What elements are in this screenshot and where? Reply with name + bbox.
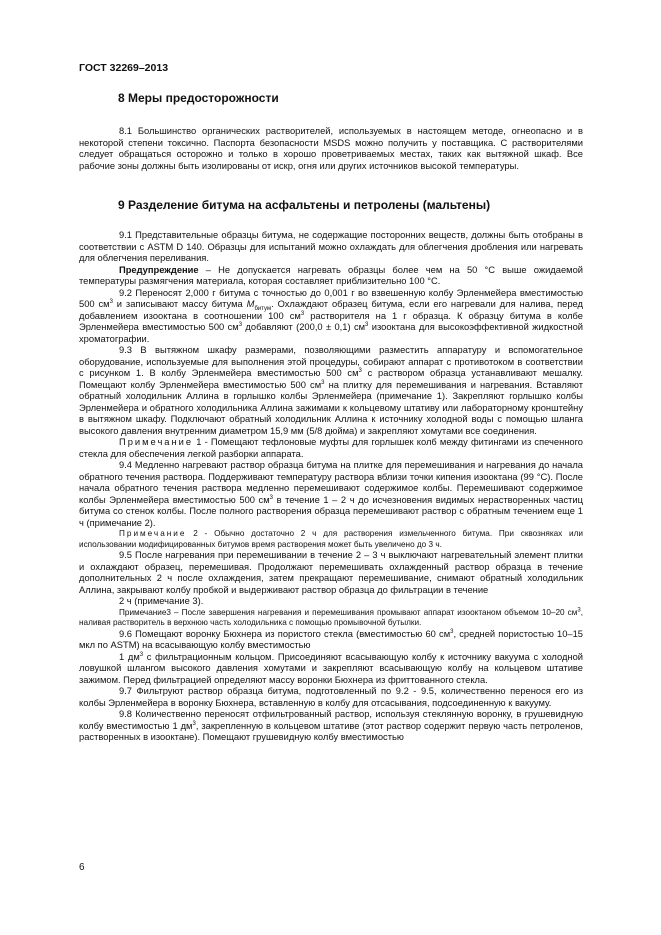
paragraph-9-7: 9.7 Фильтруют раствор образца битума, подготовленный по 9.2 - 9.5, количественно перенося его из колбы Эрленмейера в воронку Бюхнера, вставленную в колбу для отсасывания, подсоединенную к вакууму.	[79, 686, 583, 708]
warning-paragraph: Предупреждение – Не допускается нагревать образцы более чем на 50 °С выше ожидаемой температуры размягчения материала, которая составляет приблизительно 100 °С.	[79, 264, 583, 286]
paragraph-9-3: 9.3 В вытяжном шкафу размерами, позволяющими разместить аппаратуру и вспомогательное оборудование, используемые для выполнения этой процедуры, собирают аппарат с противотоком в соответствии с рисунком 1. В колбу Эрленмейера вместимостью 500 $см^3$ с раствором образца устанавливают мешалку. Помещают колбу Эрленмейера вместимостью 500 $см^3$ на плитку для перемешивания и нагревания. Вставляют обратный холодильник Аллина в горлышко колбы Эрленмейера (примечание 1). Закрепляют горлышко колбы Эрленмейера и обратного холодильника Аллина зажимами к кольцевому штативу или лабораторному кронштейну в вытяжном шкафу. Подключают обратный холодильник Аллина к источнику холодной воды с помощью шланга высокого давления внутренним диаметром 15,9 мм (5/8 дюйма) и закрепляют хомутами все соединения.	[79, 345, 584, 436]
section-9-body	[79, 230, 583, 744]
paragraph-9-1: 9.1 Представительные образцы битума, не содержащие посторонних веществ, должны быть отобраны в соответствии с ASTM D 140. Образцы для испытаний можно охлаждать для облегчения дробления или нагревать для облегчения переливания.	[79, 230, 583, 263]
paragraph-9-2: 9.2 Переносят 2,000 г битума с точностью до 0,001 г во взвешенную колбу Эрленмейера вместимостью 500 $см^3$ и записывают массу битума $M_{битум}$. Охлаждают образец битума, если его нагревали для налива, перед добавлением изооктана в соотношении 100 $см^3$ растворителя на 1 г образца. К образцу битума в колбе Эрленмейера вместимостью 500 $см^3$ добавляют (200,0 ± 0,1) $см^3$ изооктана для высокоэффективной жидкостной хроматографии.	[79, 287, 583, 344]
paragraph-8-1: 8.1 Большинство органических растворителей, используемых в настоящем методе, огнеопасно и в некоторой степени токсично. Паспорта безопасности MSDS можно получить у поставщика. С растворителями следует обращаться осторожно и только в хорошо проветриваемых местах, таких как вытяжной шкаф. Все рабочие зоны должны быть изолированы от искр, огня или других источников высокой температуры.	[79, 126, 583, 171]
section-8-body	[79, 126, 583, 172]
paragraph-9-6-cont: 1 $дм^3$ с фильтрационным кольцом. Присоединяют всасывающую колбу к источнику вакуума с холодной ловушкой шлангом высокого давления хомутами и закрепляют всасывающую колбу на кольцевом штативе зажимом. Перед фильтрацией определяют массу воронки Бюхнера из фриттованного стекла.	[79, 651, 584, 685]
paragraph-9-5-tail: 2 ч (примечание 3).	[119, 596, 204, 606]
page-number: 6	[79, 862, 85, 873]
note-3: Примечание3 – После завершения нагревания и перемешивания промывают аппарат изооктаном объемом 10–20 $см^3$, наливая растворитель в верхнюю часть холодильника с помощью промывочной бутылки.	[79, 606, 583, 627]
paragraph-9-6: 9.6 Помещают воронку Бюхнера из пористого стекла (вместимостью 60 $см^3$, средней пористостью 10–15 мкл по ASTM) на всасывающую колбу вместимостью	[79, 628, 583, 650]
document-header: ГОСТ 32269–2013	[79, 62, 169, 74]
warning-label: Предупреждение	[119, 264, 199, 275]
note-2: Примечание 2 - Обычно достаточно 2 ч для растворения измельченного битума. При сквозняках или использовании модифицированных битумов время растворения может быть увеличено до 3 ч.	[79, 529, 583, 549]
paragraph-9-4: 9.4 Медленно нагревают раствор образца битума на плитке для перемешивания и нагревания до начала обратного течения раствора. Поддерживают температуру раствора вблизи точки кипения изооктана (99 °С). После начала обратного течения раствора медленно перемешивают содержимое колбы. Перемешивают содержимое колбы Эрленмейера вместимостью 500 $см^3$ в течение 1 – 2 ч до исчезновения видимых нерастворенных частиц битума со стенок колбы. После полного растворения образца перемешивают раствор с обратным течением еще 1 ч (примечание 2).	[79, 460, 584, 528]
paragraph-9-8: 9.8 Количественно переносят отфильтрованный раствор, используя стеклянную воронку, в грушевидную колбу вместимостью 1 $дм^3$, закрепленную в кольцевом штативе (этот раствор содержит первую часть петроленов, растворенных в изооктане). Помещают грушевидную колбу вместимостью	[79, 709, 583, 742]
paragraph-9-5: 9.5 После нагревания при перемешивании в течение 2 – 3 ч выключают нагревательный элемент плитки и охлаждают образец, перемешивая. Продолжают перемешивать охлажденный раствор образца в течение дополнительных 2 ч после охлаждения, затем прекращают перемешивание, снимают обратный холодильник Аллина, закрывают колбу пробкой и выдерживают раствор образца до фильтрации в течение	[79, 550, 583, 595]
section-8-title: 8 Меры предосторожности	[118, 91, 279, 105]
section-9-title: 9 Разделение битума на асфальтены и петролены (мальтены)	[118, 198, 491, 212]
note-1: Примечание 1 - Помещают тефлоновые муфты для горлышек колб между фитингами из спеченного стекла для обеспечения легкой разборки аппарата.	[79, 437, 583, 459]
